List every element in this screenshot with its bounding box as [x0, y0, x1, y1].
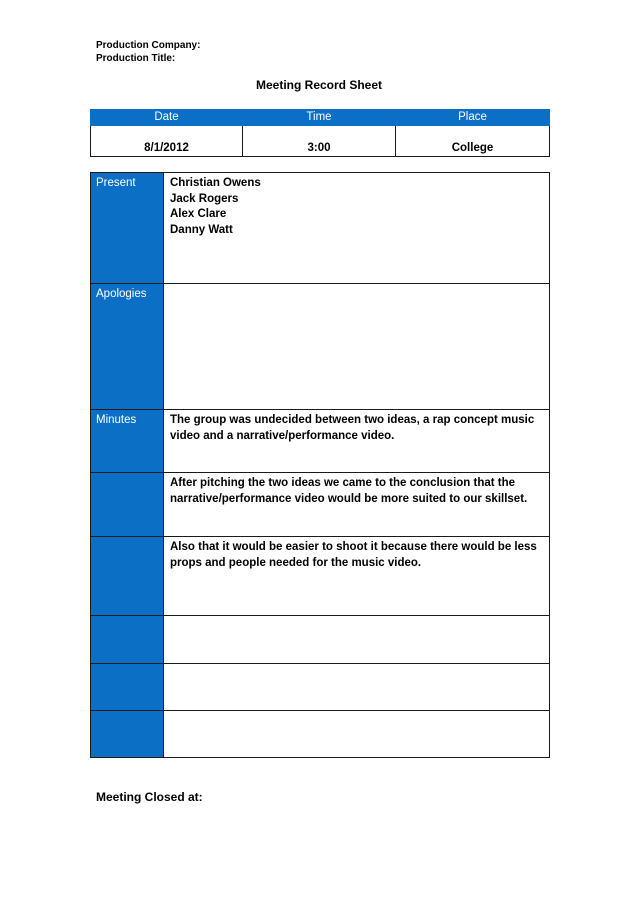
apologies-row	[91, 284, 550, 410]
minutes-item: After pitching the two ideas we came to the conclusion that the narrative/performance video would be more suited to our skillset.	[164, 473, 550, 537]
attendee: Danny Watt	[170, 223, 233, 236]
production-company-label: Production Company:	[96, 40, 201, 51]
page-title: Meeting Record Sheet	[255, 78, 383, 92]
minutes-label-empty	[91, 616, 164, 664]
meeting-closed-label: Meeting Closed at:	[96, 790, 203, 804]
minutes-item: Also that it would be easier to shoot it because there would be less props and people needed for the music video.	[164, 537, 550, 616]
minutes-label-empty	[91, 711, 164, 758]
production-title-label: Production Title:	[96, 53, 176, 64]
minutes-row	[91, 537, 550, 616]
present-label: Present	[91, 173, 164, 284]
minutes-item-empty	[164, 664, 550, 711]
date-header: Date	[91, 110, 243, 126]
apologies-label: Apologies	[91, 284, 164, 410]
date-value: 8/1/2012	[91, 126, 243, 157]
minutes-row-empty	[91, 664, 550, 711]
attendee: Alex Clare	[170, 208, 227, 220]
time-header: Time	[243, 110, 396, 126]
minutes-label: Minutes	[91, 410, 164, 473]
apologies-content	[164, 284, 550, 410]
minutes-label-empty	[91, 473, 164, 537]
present-list	[164, 173, 550, 284]
minutes-label-empty	[91, 537, 164, 616]
minutes-row-empty	[91, 616, 550, 664]
minutes-item: The group was undecided between two ideas, a rap concept music video and a narrative/performance video.	[164, 410, 550, 473]
meeting-record-table	[90, 172, 550, 758]
place-header: Place	[396, 110, 550, 126]
minutes-label-empty	[91, 664, 164, 711]
minutes-row	[91, 410, 550, 473]
date-time-place-table	[90, 109, 550, 157]
place-value: College	[396, 126, 550, 157]
present-row	[91, 173, 550, 284]
minutes-item-empty	[164, 711, 550, 758]
time-value: 3:00	[243, 126, 396, 157]
attendee: Christian Owens	[170, 177, 261, 189]
minutes-row-empty	[91, 711, 550, 758]
minutes-item-empty	[164, 616, 550, 664]
minutes-row	[91, 473, 550, 537]
attendee: Jack Rogers	[170, 192, 239, 205]
